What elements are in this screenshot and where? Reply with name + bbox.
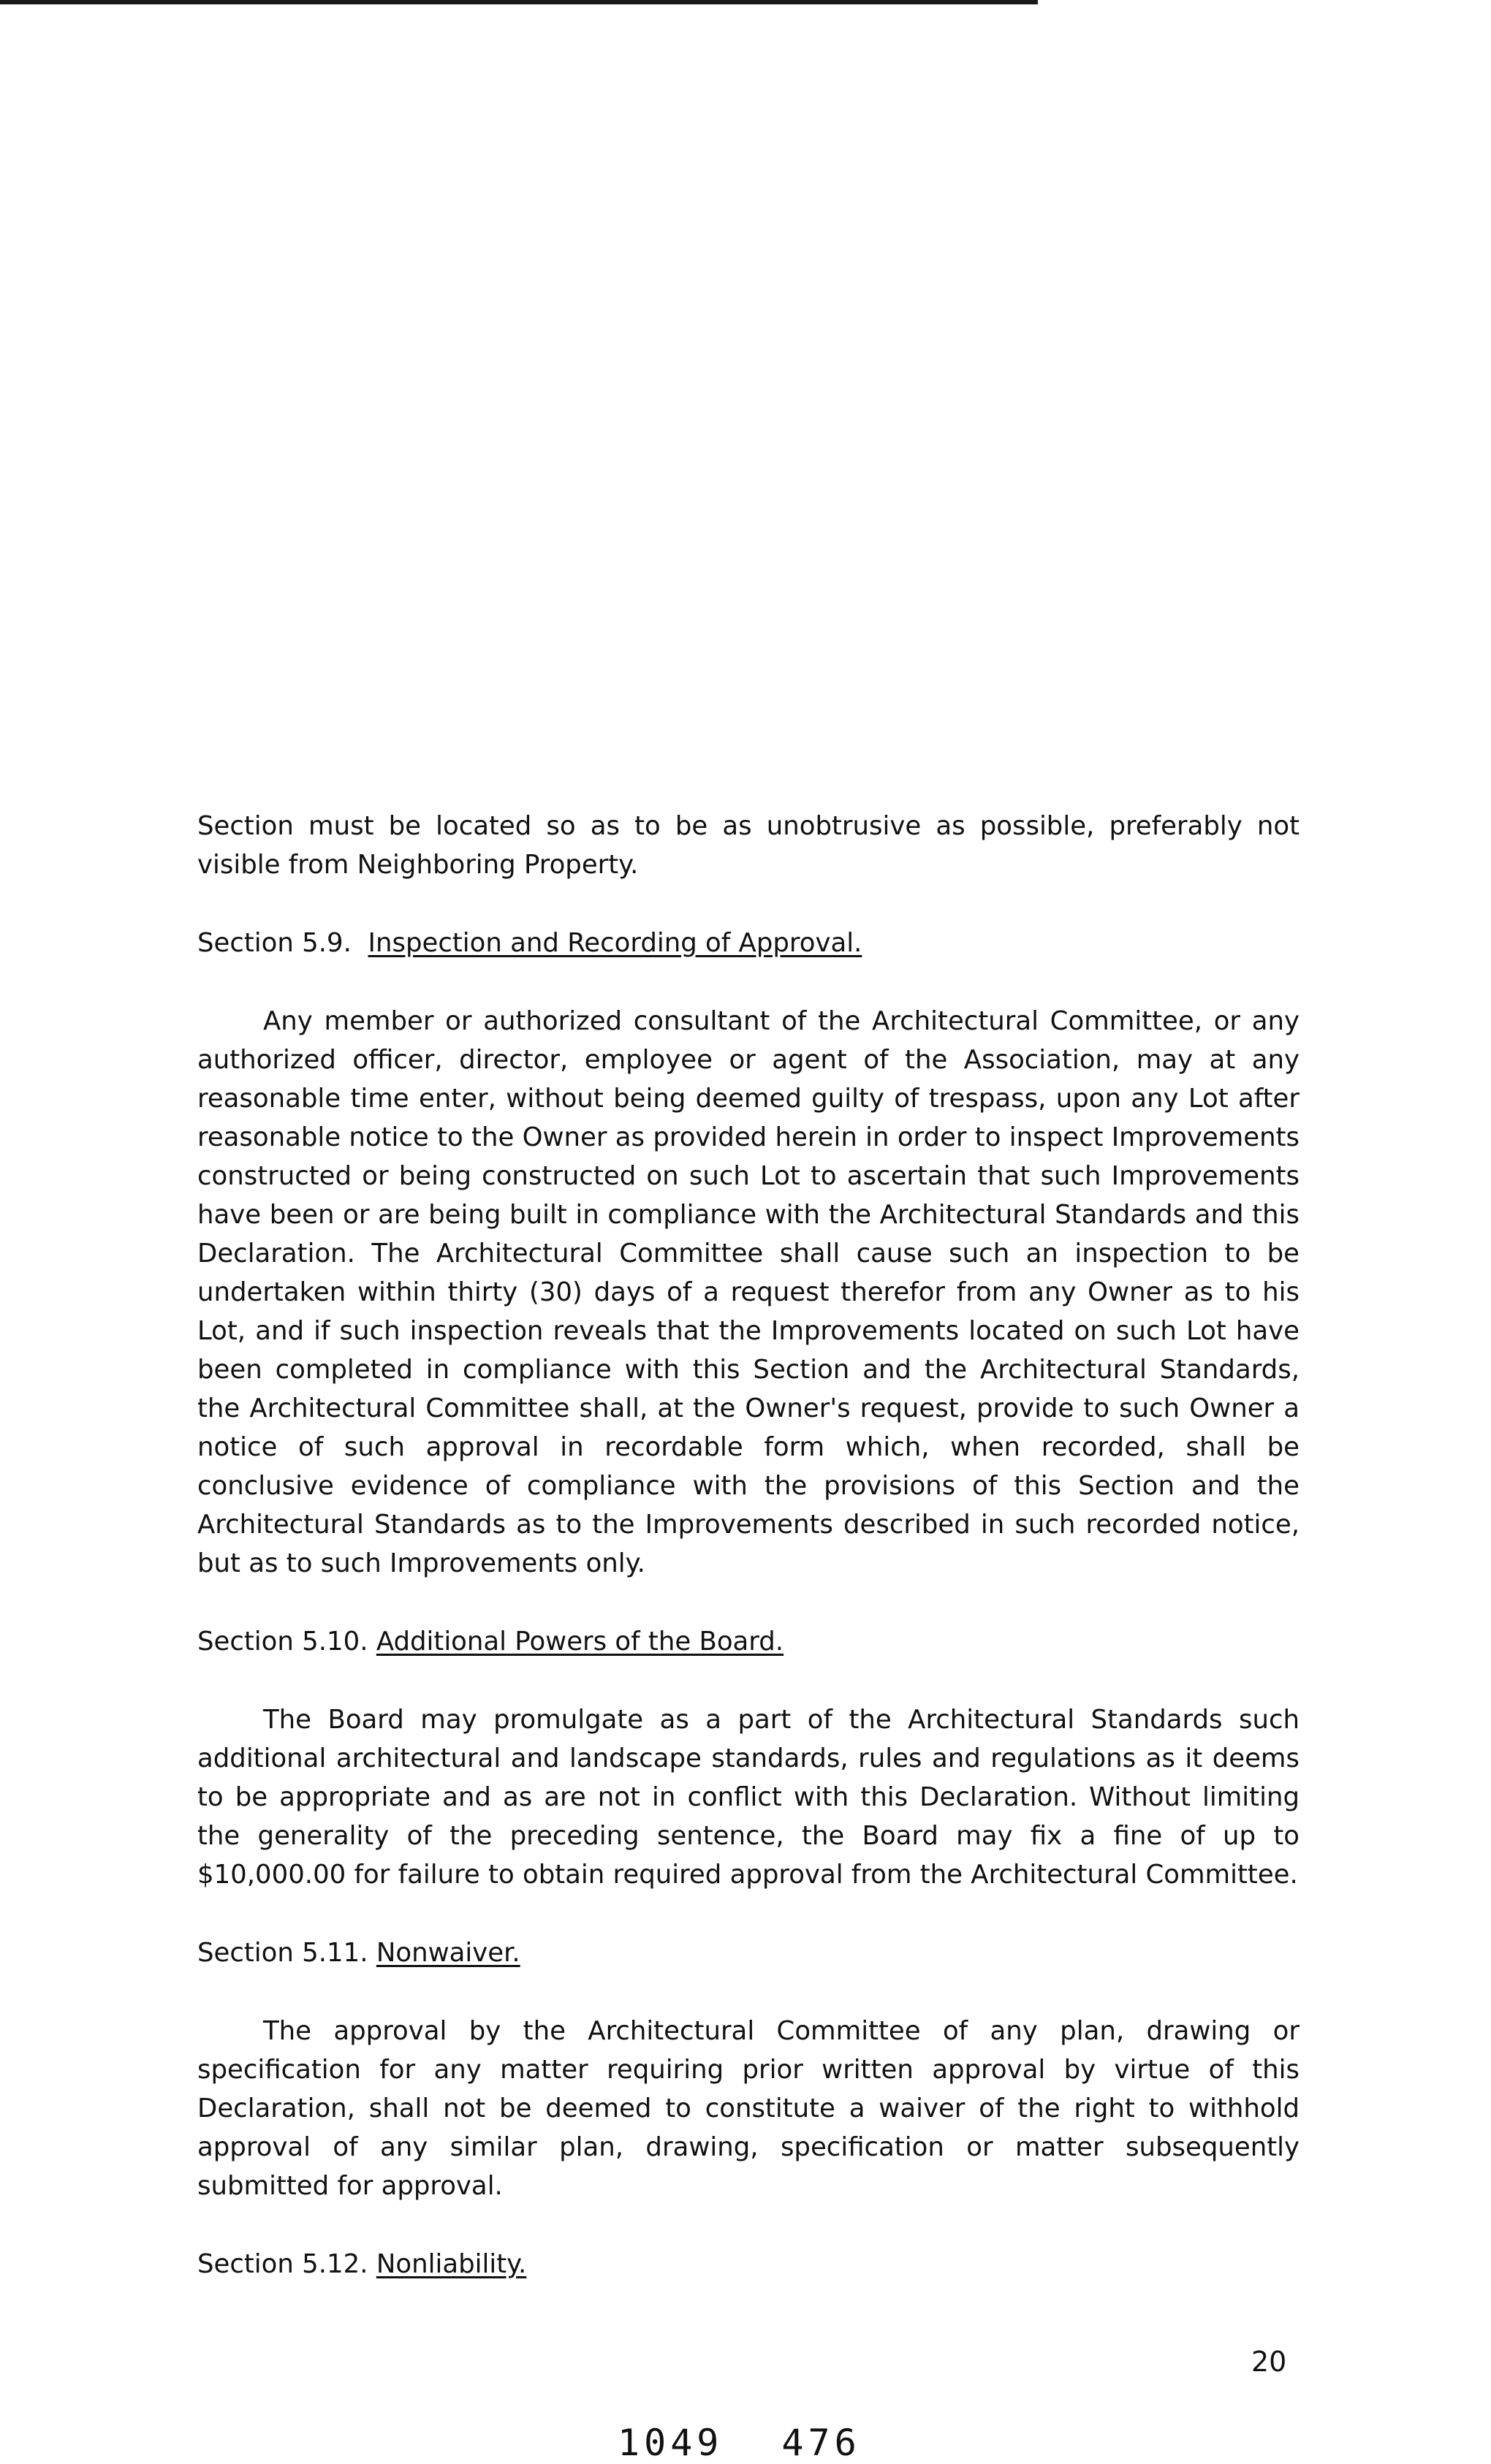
recording-page-number: 476 xyxy=(781,2422,861,2464)
section-number: Section 5.9. xyxy=(197,928,352,958)
section-5-11-heading xyxy=(197,1933,1300,1972)
section-number: Section 5.11. xyxy=(197,1938,368,1968)
document-body xyxy=(197,807,1300,2284)
section-5-12-heading xyxy=(197,2245,1300,2284)
section-5-10-body: The Board may promulgate as a part of the Architectural Standards such additional architectural and landscape standards, rules and regulations as it deems to be appropriate and as are not in conflict with this Declaration. Without limiting the generality of the preceding sentence, the Board may fix a fine of up to $10,000.00 for failure to obtain required approval from the Architectural Committee. xyxy=(197,1705,1300,1890)
section-5-11-body: The approval by the Architectural Committee of any plan, drawing or specification for any matter requiring prior written approval by virtue of this Declaration, shall not be deemed to constitute a waiver of the right to withhold approval of any similar plan, drawing, specification or matter subsequently submitted for approval. xyxy=(197,2016,1300,2201)
top-edge-rule xyxy=(0,0,1038,4)
continuation-paragraph: Section must be located so as to be as unobtrusive as possible, preferably not visible from Neighboring Property. xyxy=(197,811,1300,880)
recording-stamp xyxy=(618,2422,861,2464)
section-5-9-body: Any member or authorized consultant of the Architectural Committee, or any authorized officer, director, employee or agent of the Association, may at any reasonable time enter, without being deemed guilty of trespass, upon any Lot after reasonable notice to the Owner as provided herein in order to inspect Improvements constructed or being constructed on such Lot to ascertain that such Improvements have been or are being built in compliance with the Architectural Standards and this Declaration. The Architectural Committee shall cause such an inspection to be undertaken within thirty (30) days of a request therefor from any Owner as to his Lot, and if such inspection reveals that the Improvements located on such Lot have been completed in compliance with this Section and the Architectural Standards, the Architectural Committee shall, at the Owner's request, provide to such Owner a notice of such approval in recordable form which, when recorded, shall be conclusive evidence of compliance with the provisions of this Section and the Architectural Standards as to the Improvements described in such recorded notice, but as to such Improvements only. xyxy=(197,1006,1300,1578)
section-title: Additional Powers of the Board. xyxy=(376,1627,784,1657)
recording-book-number: 1049 xyxy=(618,2422,724,2464)
section-title: Nonliability. xyxy=(376,2249,527,2279)
section-5-9-heading xyxy=(197,924,1300,962)
section-title: Inspection and Recording of Approval. xyxy=(368,928,862,958)
section-number: Section 5.10. xyxy=(197,1627,368,1657)
section-number: Section 5.12. xyxy=(197,2249,368,2279)
section-title: Nonwaiver. xyxy=(376,1938,520,1968)
section-5-10-heading xyxy=(197,1622,1300,1661)
page-number: 20 xyxy=(1251,2346,1287,2378)
